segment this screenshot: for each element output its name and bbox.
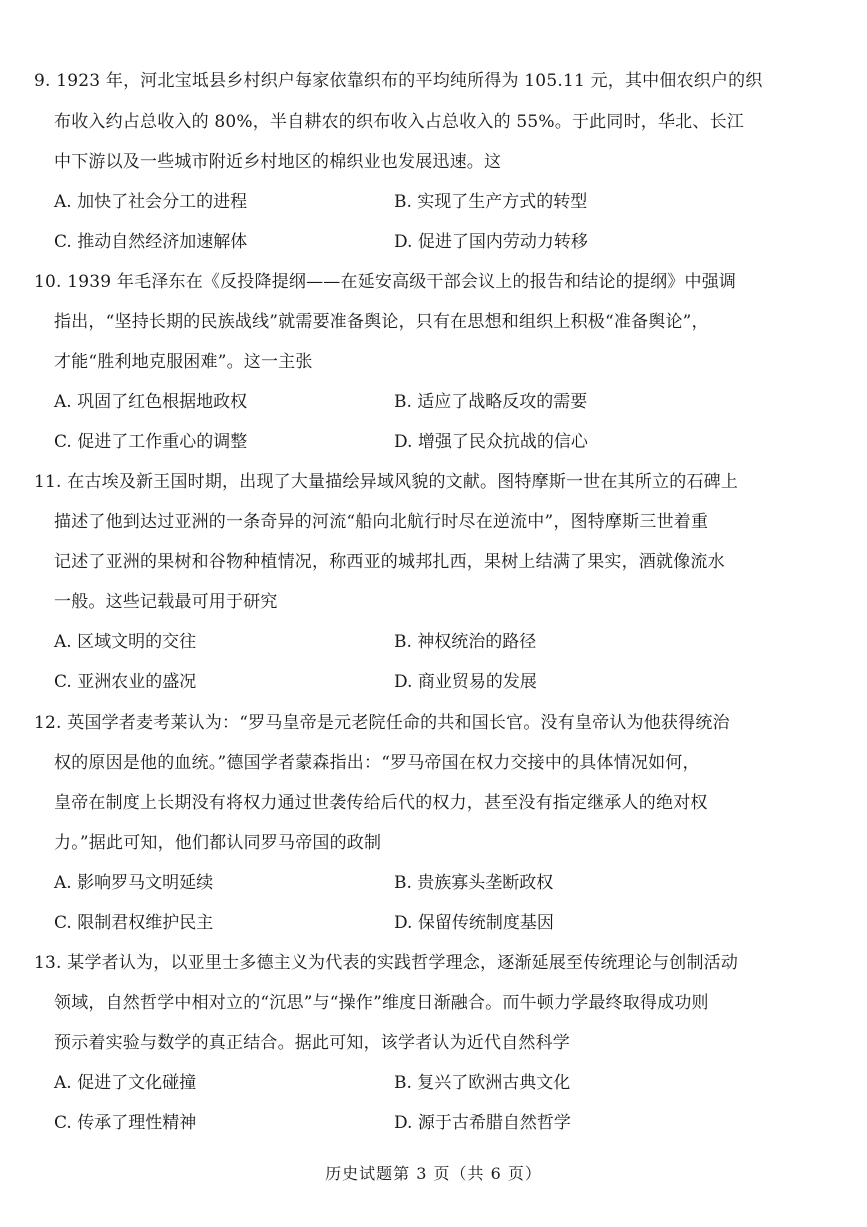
question-9-option-c: C. 推动自然经济加速解体 <box>54 232 248 252</box>
question-10-stem-line-3: 才能“胜利地克服困难”。这一主张 <box>54 352 313 372</box>
question-13-option-b: B. 复兴了欧洲古典文化 <box>394 1073 571 1093</box>
question-9-option-d: D. 促进了国内劳动力转移 <box>394 232 588 252</box>
question-12-stem-line-2: 权的原因是他的血统。”德国学者蒙森指出：“罗马帝国在权力交接中的具体情况如何， <box>54 753 700 773</box>
question-12-option-b: B. 贵族寡头垄断政权 <box>394 873 554 893</box>
question-10-option-b: B. 适应了战略反攻的需要 <box>394 392 588 412</box>
question-10-option-c: C. 促进了工作重心的调整 <box>54 432 248 452</box>
question-9-stem-line-1: 9. 1923 年，河北宝坻县乡村织户每家依靠织布的平均纯所得为 105.11 元，其中佃农织户的织 <box>34 71 763 91</box>
question-10-option-a: A. 巩固了红色根据地政权 <box>54 392 248 412</box>
question-12-option-a: A. 影响罗马文明延续 <box>54 873 214 893</box>
question-13-option-c: C. 传承了理性精神 <box>54 1113 197 1133</box>
question-11-stem-line-3: 记述了亚洲的果树和谷物种植情况，称西亚的城邦扎西，果树上结满了果实，酒就像流水 <box>54 552 725 572</box>
question-9-option-a: A. 加快了社会分工的进程 <box>54 192 248 212</box>
page-footer: 历史试题第 3 页（共 6 页） <box>325 1164 542 1183</box>
question-13-option-d: D. 源于古希腊自然哲学 <box>394 1113 571 1133</box>
question-11-option-b: B. 神权统治的路径 <box>394 632 537 652</box>
question-13-option-a: A. 促进了文化碰撞 <box>54 1073 197 1093</box>
question-13-stem-line-1: 13. 某学者认为，以亚里士多德主义为代表的实践哲学理念，逐渐延展至传统理论与创制活动 <box>34 953 739 973</box>
question-11-option-c: C. 亚洲农业的盛况 <box>54 672 197 692</box>
question-12-option-d: D. 保留传统制度基因 <box>394 913 554 933</box>
question-12-stem-line-3: 皇帝在制度上长期没有将权力通过世袭传给后代的权力，甚至没有指定继承人的绝对权 <box>54 793 708 813</box>
question-11-stem-line-2: 描述了他到达过亚洲的一条奇异的河流“船向北航行时尽在逆流中”，图特摩斯三世着重 <box>54 512 709 532</box>
question-13-stem-line-3: 预示着实验与数学的真正结合。据此可知，该学者认为近代自然科学 <box>54 1033 570 1053</box>
question-13-stem-line-2: 领域，自然哲学中相对立的“沉思”与“操作”维度日渐融合。而牛顿力学最终取得成功则 <box>54 993 709 1013</box>
question-10-option-d: D. 增强了民众抗战的信心 <box>394 432 588 452</box>
question-9-stem-line-3: 中下游以及一些城市附近乡村地区的棉织业也发展迅速。这 <box>54 152 502 172</box>
question-11-stem-line-1: 11. 在古埃及新王国时期，出现了大量描绘异域风貌的文献。图特摩斯一世在其所立的石碑上 <box>34 472 739 492</box>
question-12-option-c: C. 限制君权维护民主 <box>54 913 214 933</box>
question-11-option-d: D. 商业贸易的发展 <box>394 672 537 692</box>
question-9-option-b: B. 实现了生产方式的转型 <box>394 192 588 212</box>
question-12-stem-line-1: 12. 英国学者麦考莱认为：“罗马皇帝是元老院任命的共和国长官。没有皇帝认为他获得统治 <box>34 713 730 733</box>
question-10-stem-line-1: 10. 1939 年毛泽东在《反投降提纲——在延安高级干部会议上的报告和结论的提纲》中强调 <box>34 272 737 292</box>
question-11-option-a: A. 区域文明的交往 <box>54 632 197 652</box>
question-11-stem-line-4: 一般。这些记载最可用于研究 <box>54 592 278 612</box>
question-12-stem-line-4: 力。”据此可知，他们都认同罗马帝国的政制 <box>54 833 382 853</box>
question-9-stem-line-2: 布收入约占总收入的 80%，半自耕农的织布收入占总收入的 55%。于此同时，华北、长江 <box>54 112 744 132</box>
question-10-stem-line-2: 指出，“坚持长期的民族战线”就需要准备舆论，只有在思想和组织上积极“准备舆论”， <box>54 312 709 332</box>
